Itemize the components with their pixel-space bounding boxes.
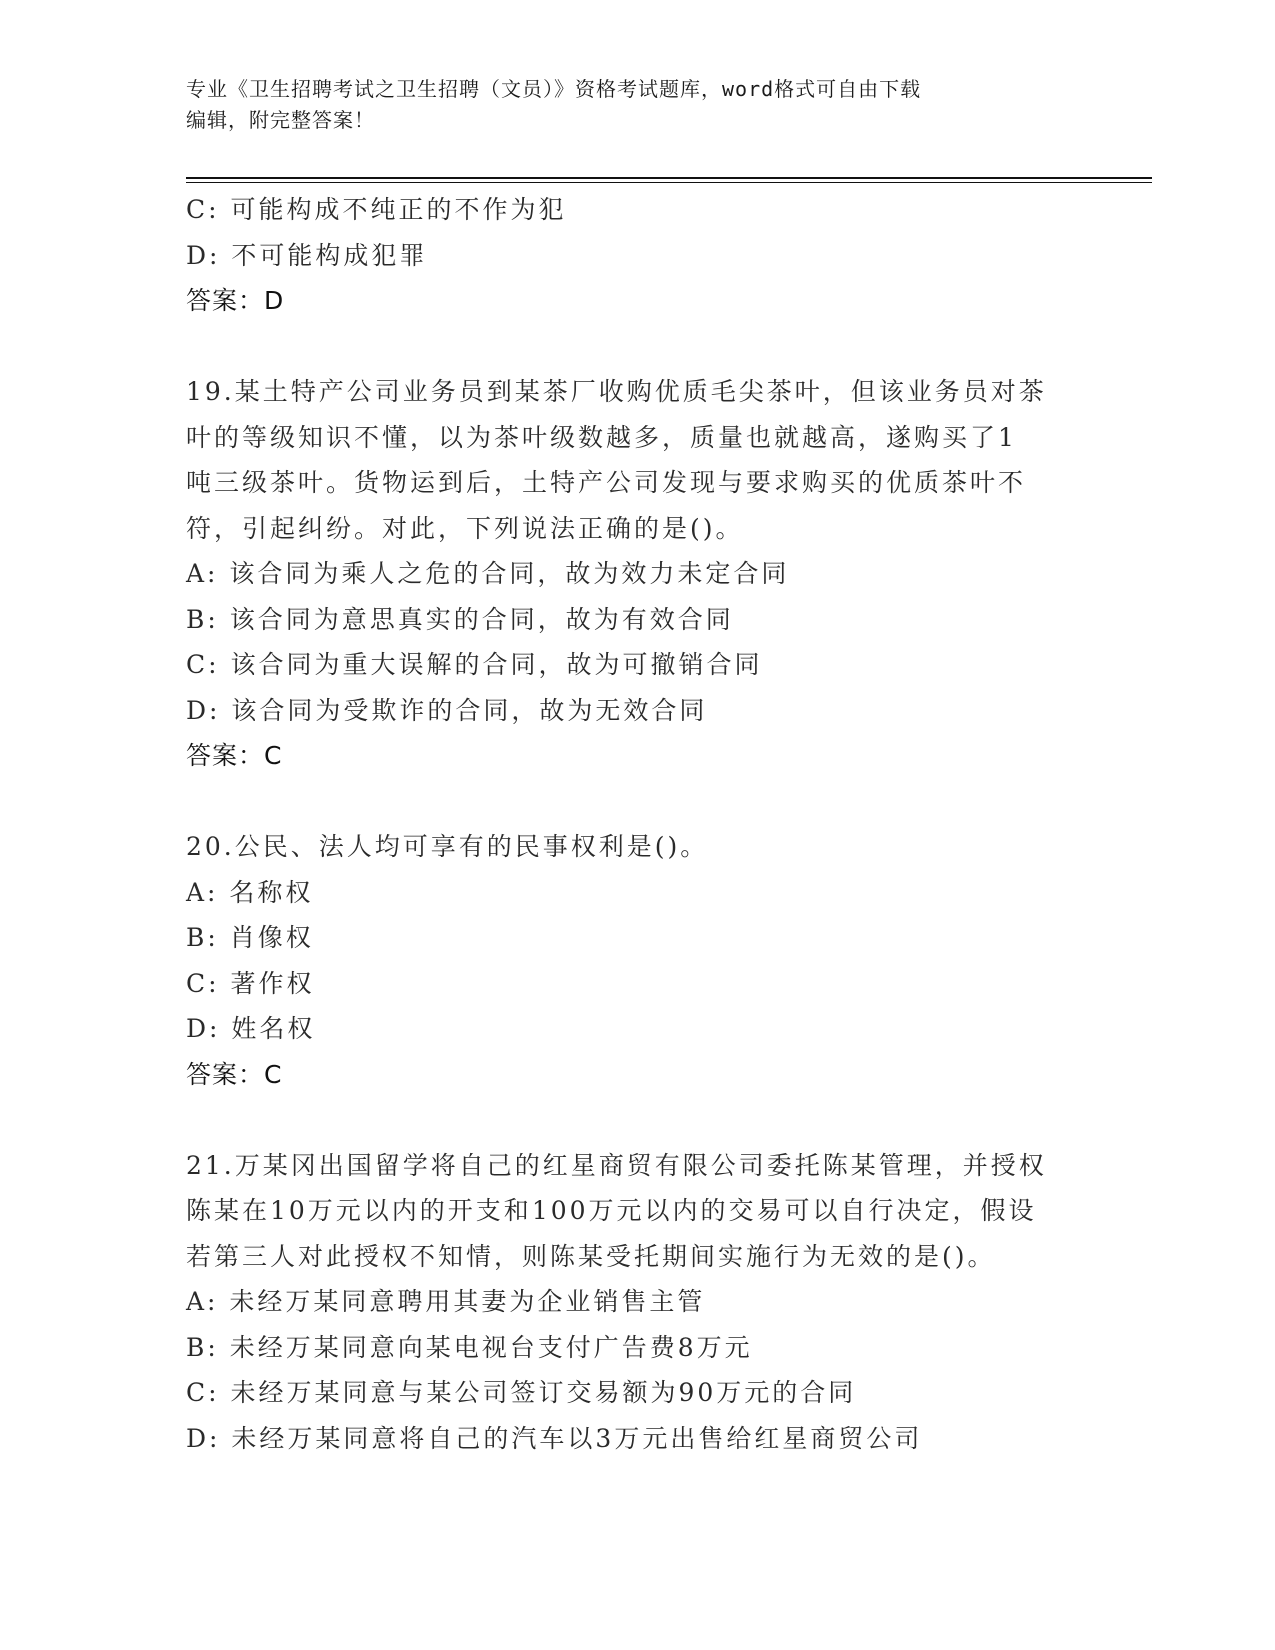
header-line-2: 编辑，附完整答案！ — [186, 108, 375, 132]
question-18-tail — [186, 187, 1086, 324]
q20-stem-line-1: 20.公民、法人均可享有的民事权利是()。 — [186, 832, 709, 861]
header-divider-thick — [186, 177, 1152, 179]
q19-option-c: C: 该合同为重大误解的合同，故为可撤销合同 — [186, 650, 763, 679]
q21-stem-line-1: 21.万某冈出国留学将自己的红星商贸有限公司委托陈某管理，并授权 — [186, 1150, 1047, 1180]
q21-stem-line-3: 若第三人对此授权不知情，则陈某受托期间实施行为无效的是()。 — [186, 1241, 996, 1271]
question-19 — [186, 369, 1086, 779]
q20-option-d: D: 姓名权 — [186, 1014, 316, 1043]
spacer — [186, 1097, 1086, 1143]
question-20 — [186, 824, 1086, 1097]
spacer — [186, 324, 1086, 370]
page-header — [186, 74, 1066, 136]
header-line-1: 专业《卫生招聘考试之卫生招聘（文员）》资格考试题库，word格式可自由下载 — [186, 77, 922, 101]
q19-option-b: B: 该合同为意思真实的合同，故为有效合同 — [186, 604, 734, 634]
q21-option-a: A: 未经万某同意聘用其妻为企业销售主管 — [186, 1287, 706, 1316]
q21-option-c: C: 未经万某同意与某公司签订交易额为90万元的合同 — [186, 1378, 857, 1407]
q19-option-a: A: 该合同为乘人之危的合同，故为效力未定合同 — [186, 559, 790, 588]
q19-stem-line-4: 符，引起纠纷。对此，下列说法正确的是()。 — [186, 513, 744, 543]
header-divider-thin — [186, 182, 1152, 183]
q20-option-a: A: 名称权 — [186, 877, 314, 907]
q21-stem-line-2: 陈某在10万元以内的开支和100万元以内的交易可以自行决定，假设 — [186, 1196, 1037, 1225]
q19-option-d: D: 该合同为受欺诈的合同，故为无效合同 — [186, 695, 708, 725]
spacer — [186, 779, 1086, 825]
q19-stem-line-3: 吨三级茶叶。货物运到后，土特产公司发现与要求购买的优质茶叶不 — [186, 468, 1027, 497]
q21-option-d: D: 未经万某同意将自己的汽车以3万元出售给红星商贸公司 — [186, 1423, 923, 1453]
question-content — [186, 187, 1086, 1461]
q18-option-c: C: 可能构成不纯正的不作为犯 — [186, 195, 567, 224]
q20-answer: 答案：C — [186, 1059, 283, 1089]
q19-answer: 答案：C — [186, 741, 283, 770]
q20-option-c: C: 著作权 — [186, 968, 315, 998]
q20-option-b: B: 肖像权 — [186, 923, 314, 952]
q19-stem-line-1: 19.某土特产公司业务员到某茶厂收购优质毛尖茶叶，但该业务员对茶 — [186, 377, 1047, 406]
q18-answer: 答案：D — [186, 286, 285, 315]
question-21 — [186, 1143, 1086, 1462]
q21-option-b: B: 未经万某同意向某电视台支付广告费8万元 — [186, 1332, 753, 1362]
q18-option-d: D: 不可能构成犯罪 — [186, 240, 428, 270]
q19-stem-line-2: 叶的等级知识不懂，以为茶叶级数越多，质量也就越高，遂购买了1 — [186, 422, 1017, 452]
